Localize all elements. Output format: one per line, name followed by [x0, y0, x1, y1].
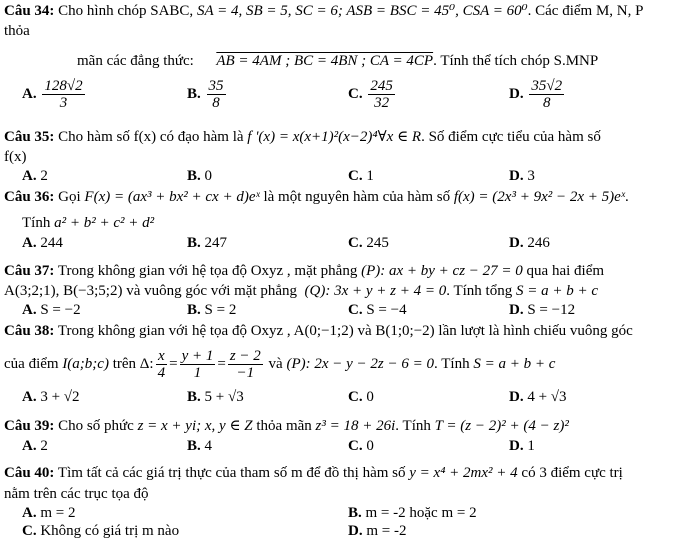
- q34-label: Câu 34:: [4, 3, 55, 19]
- option-letter: C.: [348, 302, 363, 318]
- q34-text1: Cho hình chóp SABC,: [58, 3, 194, 19]
- q35-option-b: B. 0: [187, 168, 213, 184]
- q34-option-b-frac: $\frac{35}{8}$: [208, 78, 224, 111]
- q40-eq: y = x⁴ + 2mx² + 4: [409, 465, 518, 481]
- option-letter: A.: [22, 235, 37, 251]
- q37-text1: Trong không gian với hệ tọa độ Oxyz , mặt phẳng: [57, 263, 358, 279]
- q37-line2: [4, 282, 598, 300]
- q34-line2: [4, 22, 30, 40]
- q40-line1: [4, 464, 623, 482]
- q34-text4: mãn các đẳng thức:: [77, 53, 194, 69]
- q34-text2: . Các điểm M, N, P: [527, 3, 644, 19]
- q35-option-c: C. 1: [348, 168, 374, 184]
- q37-option-b: B. S = 2: [187, 302, 237, 318]
- q38-option-a: A. 3 + √2: [22, 389, 80, 405]
- q36-option-a: A. 244: [22, 235, 63, 251]
- q35-eq: f '(x) = x(x+1)²(x−2)⁴∀x ∈ R: [247, 129, 422, 145]
- option-letter: D.: [509, 168, 524, 184]
- q34-option-a: A. $\frac{128√2}{3}$: [22, 78, 83, 111]
- q38-text4: và: [268, 356, 283, 372]
- option-letter: C.: [348, 235, 363, 251]
- q38-eq3: S = a + b + c: [473, 356, 556, 372]
- q37-option-d: D. S = −12: [509, 302, 576, 318]
- q39-line1: [4, 417, 569, 435]
- q37-text2: qua hai điểm: [526, 263, 605, 279]
- q34-option-d-frac: $\frac{35√2}{8}$: [531, 78, 563, 111]
- q39-eq2: z³ = 18 + 26i: [315, 418, 396, 434]
- option-letter: B.: [187, 168, 201, 184]
- q34-option-c: C. $\frac{245}{32}$: [348, 78, 393, 111]
- q36-line1: Câu 36: Gọi F(x) = (ax³ + bx² + cx + d)eˣ là một nguyên hàm của hàm số f(x) = (2x³ + 9x² − 2x + 5)eˣ.: [4, 189, 629, 205]
- q34-cond: SA = 4, SB = 5, SC = 6; ASB = BSC = 45⁰, CSA = 60⁰: [196, 3, 528, 19]
- q37-text3: A(3;2;1), B(−3;5;2) và vuông góc với mặt phẳng: [4, 283, 298, 299]
- option-letter: D.: [509, 438, 524, 454]
- q40-option-c: C. Không có giá trị m nào: [22, 523, 180, 539]
- q37-eq1: (P): ax + by + cz − 27 = 0: [361, 263, 523, 279]
- q34-eq: AB = 4AM ; BC = 4BN ; CA = 4CP: [216, 53, 434, 69]
- q39-option-d: D. 1: [509, 438, 535, 454]
- q35-option-a: A. 2: [22, 168, 48, 184]
- q36-text3: Tính: [22, 215, 51, 231]
- q37-text4: . Tính tổng: [446, 283, 513, 299]
- q40-label: Câu 40:: [4, 465, 55, 481]
- q36-eq2: f(x) = (2x³ + 9x² − 2x + 5)eˣ: [453, 189, 626, 205]
- q35-text3: f(x): [4, 149, 27, 165]
- option-letter: B.: [187, 302, 201, 318]
- q38-frac-z: $\frac{z - 2}{-1}$: [229, 348, 261, 382]
- q34-line3: [77, 52, 598, 70]
- q34-option-a-frac: $\frac{128√2}{3}$: [44, 78, 83, 111]
- option-letter: A.: [22, 389, 37, 405]
- option-letter: A.: [22, 438, 37, 454]
- option-letter: A.: [22, 302, 37, 318]
- q38-label: Câu 38:: [4, 323, 55, 339]
- q39-text1: Cho số phức: [58, 418, 134, 434]
- option-letter: C.: [348, 168, 363, 184]
- q34-text3: thỏa: [4, 23, 30, 39]
- option-letter: B.: [187, 389, 201, 405]
- option-letter: C.: [348, 389, 363, 405]
- q37-option-a: A. S = −2: [22, 302, 81, 318]
- q38-text5: . Tính: [434, 356, 470, 372]
- q37-eq2: (Q): 3x + y + z + 4 = 0: [304, 283, 447, 299]
- q39-text2: thỏa mãn: [256, 418, 312, 434]
- q36-eq1: F(x) = (ax³ + bx² + cx + d)eˣ: [84, 189, 260, 205]
- q40-text2: có 3 điểm cực trị: [521, 465, 623, 481]
- q36-line2: [22, 214, 154, 232]
- option-letter: D.: [509, 235, 524, 251]
- option-letter: B.: [187, 235, 201, 251]
- q36-option-b: B. 247: [187, 235, 228, 251]
- q36-option-c: C. 245: [348, 235, 389, 251]
- q40-text3: nằm trên các trục tọa độ: [4, 486, 149, 502]
- option-letter: B.: [187, 438, 201, 454]
- q39-option-a: A. 2: [22, 438, 48, 454]
- q40-option-a: A. m = 2: [22, 505, 76, 521]
- option-letter: A.: [22, 168, 37, 184]
- q38-text2: của điểm: [4, 356, 59, 372]
- q36-text1: Gọi: [58, 189, 81, 205]
- q36-option-d: D. 246: [509, 235, 550, 251]
- q35-line1: [4, 128, 601, 146]
- q34-option-d: D. $\frac{35√2}{8}$: [509, 78, 563, 111]
- q38-option-b: B. 5 + √3: [187, 389, 244, 405]
- q38-line2: của điểm I(a;b;c) trên Δ: $\frac{x}{4}$ = $\frac{y + 1}{1}$ = $\frac{z - 2}{-1}$ và (P): 2x − y − 2z − 6 = 0. Tính S = a + b + c: [4, 348, 556, 382]
- q40-line2: [4, 485, 149, 503]
- q37-option-c: C. S = −4: [348, 302, 407, 318]
- option-letter: A.: [22, 505, 37, 521]
- q36-text2: là một nguyên hàm của hàm số: [263, 189, 451, 205]
- q38-eq1: I(a;b;c): [62, 356, 109, 372]
- q39-option-b: B. 4: [187, 438, 213, 454]
- q37-label: Câu 37:: [4, 263, 55, 279]
- q38-eq2: (P): 2x − y − 2z − 6 = 0: [286, 356, 435, 372]
- q39-label: Câu 39:: [4, 418, 55, 434]
- option-letter: D.: [348, 523, 363, 539]
- q38-frac-x: $\frac{x}{4}$: [157, 348, 166, 382]
- q38-option-d: D. 4 + √3: [509, 389, 567, 405]
- q40-text1: Tìm tất cả các giá trị thực của tham số m để đồ thị hàm số: [57, 465, 406, 481]
- q38-frac-y: $\frac{y + 1}{1}$: [181, 348, 214, 382]
- option-letter: B.: [348, 505, 362, 521]
- q35-option-d: D. 3: [509, 168, 535, 184]
- q36-eq3: a² + b² + c² + d²: [54, 215, 155, 231]
- q38-text3: trên: [112, 356, 137, 372]
- q34-text5: . Tính thể tích chóp S.MNP: [433, 53, 599, 69]
- q38-option-c: C. 0: [348, 389, 374, 405]
- q34-option-c-frac: $\frac{245}{32}$: [370, 78, 393, 111]
- q39-eq3: T = (z − 2)² + (4 − z)²: [434, 418, 569, 434]
- q35-line2: [4, 148, 27, 166]
- q35-text1: Cho hàm số f(x) có đạo hàm là: [58, 129, 244, 145]
- q35-text2: . Số điểm cực tiểu của hàm số: [421, 129, 601, 145]
- option-letter: C.: [22, 523, 37, 539]
- q39-option-c: C. 0: [348, 438, 374, 454]
- q35-label: Câu 35:: [4, 129, 55, 145]
- option-letter: D.: [509, 302, 524, 318]
- q38-delta: Δ:: [139, 356, 154, 372]
- q37-eq3: S = a + b + c: [515, 283, 598, 299]
- q34-line1: [4, 2, 643, 20]
- q36-label: Câu 36:: [4, 189, 55, 205]
- q40-option-d: D. m = -2: [348, 523, 407, 539]
- option-letter: D.: [509, 389, 524, 405]
- q38-line1: [4, 322, 633, 340]
- q38-text1: Trong không gian với hệ tọa độ Oxyz , A(0;−1;2) và B(1;0;−2) lần lượt là hình chiếu vuông góc: [57, 323, 633, 339]
- q40-option-b: B. m = -2 hoặc m = 2: [348, 505, 477, 521]
- q37-line1: [4, 262, 604, 280]
- q39-text3: . Tính: [395, 418, 431, 434]
- option-letter: C.: [348, 438, 363, 454]
- q39-eq1: z = x + yi; x, y ∈ Z: [137, 418, 253, 434]
- q34-option-b: B. $\frac{35}{8}$: [187, 78, 224, 111]
